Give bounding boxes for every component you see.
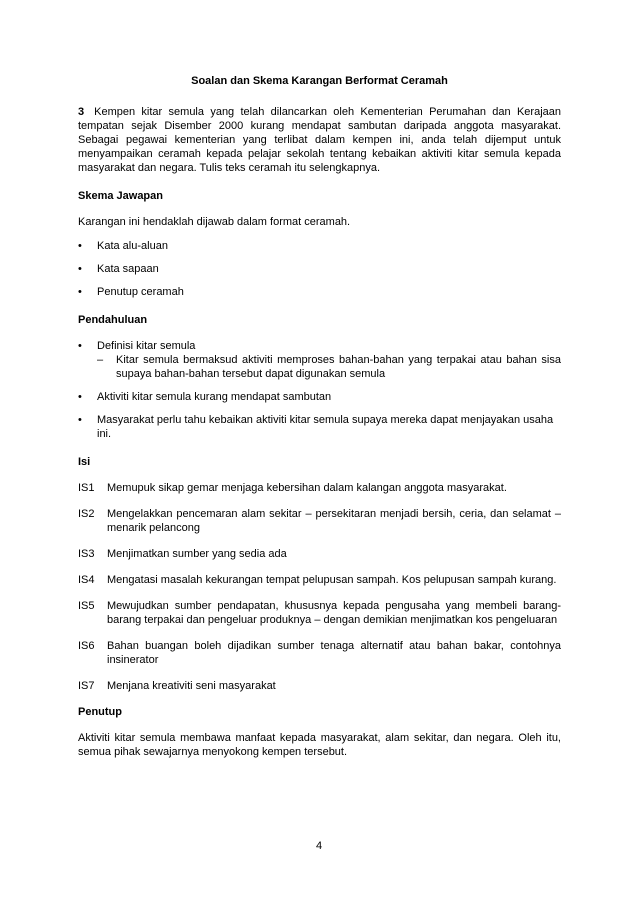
isi-code: IS6 <box>78 640 95 652</box>
document-title: Soalan dan Skema Karangan Berformat Ceramah <box>191 75 448 87</box>
document-page <box>78 74 561 759</box>
bullet-text: Definisi kitar semula <box>97 340 196 352</box>
bullet-icon: • <box>78 286 82 298</box>
question-paragraph <box>78 105 561 175</box>
pendahuluan-subitem <box>97 353 561 381</box>
bullet-text: Kata sapaan <box>97 263 159 275</box>
skema-intro: Karangan ini hendaklah dijawab dalam format ceramah. <box>78 216 351 228</box>
isi-text: Mewujudkan sumber pendapatan, khususnya kepada pengusaha yang membeli barang-barang terpakai dan pengeluar produknya – dengan demikian menjimatkan kos pengeluaran <box>107 600 561 626</box>
bullet-icon: • <box>78 263 82 275</box>
bullet-text: Penutup ceramah <box>97 286 184 298</box>
question-number: 3 <box>78 106 85 118</box>
penutup-heading: Penutup <box>78 706 122 718</box>
pendahuluan-bullet <box>78 339 561 381</box>
isi-item <box>78 573 561 587</box>
bullet-icon: • <box>78 340 82 352</box>
bullet-icon: • <box>78 240 82 252</box>
bullet-text: Kata alu-aluan <box>97 240 168 252</box>
isi-text: Mengatasi masalah kekurangan tempat pelupusan sampah. Kos pelupusan sampah kurang. <box>107 574 557 586</box>
isi-code: IS1 <box>78 482 95 494</box>
isi-code: IS5 <box>78 600 95 612</box>
isi-text: Mengelakkan pencemaran alam sekitar – persekitaran menjadi bersih, ceria, dan selamat – menarik pelancong <box>107 508 561 534</box>
bullet-icon: • <box>78 391 82 403</box>
isi-text: Bahan buangan boleh dijadikan sumber tenaga alternatif atau bahan bakar, contohnya insinerator <box>107 640 561 666</box>
pendahuluan-bullet <box>78 390 561 404</box>
bullet-text: Aktiviti kitar semula kurang mendapat sambutan <box>97 391 332 403</box>
subitem-text: Kitar semula bermaksud aktiviti memproses bahan-bahan yang terpakai atau bahan sisa supaya bahan-bahan tersebut dapat digunakan semula <box>116 354 561 380</box>
pendahuluan-bullet <box>78 413 561 441</box>
isi-code: IS4 <box>78 574 95 586</box>
isi-item <box>78 679 561 693</box>
isi-item <box>78 481 561 495</box>
isi-item <box>78 599 561 627</box>
isi-item <box>78 547 561 561</box>
isi-heading: Isi <box>78 456 91 468</box>
isi-text: Menjana kreativiti seni masyarakat <box>107 680 276 692</box>
question-text: Kempen kitar semula yang telah dilancarkan oleh Kementerian Perumahan dan Kerajaan tempatan sejak Disember 2000 kurang mendapat sambutan daripada anggota masyarakat. Sebagai pegawai kementerian yang terlibat dalam kempen ini, anda telah dijemput untuk menyampaikan ceramah kepada pelajar sekolah tentang kebaikan aktiviti kitar semula kepada masyarakat dan negara. Tulis teks ceramah itu selengkapnya. <box>78 106 561 174</box>
isi-item <box>78 507 561 535</box>
dash-icon: – <box>97 354 104 366</box>
pendahuluan-heading: Pendahuluan <box>78 314 148 326</box>
bullet-text: Masyarakat perlu tahu kebaikan aktiviti kitar semula supaya mereka dapat menjayakan usaha ini. <box>97 414 554 440</box>
isi-item <box>78 639 561 667</box>
penutup-paragraph: Aktiviti kitar semula membawa manfaat kepada masyarakat, alam sekitar, dan negara. Oleh itu, semua pihak sewajarnya menyokong kempen tersebut. <box>78 732 561 758</box>
isi-text: Menjimatkan sumber yang sedia ada <box>107 548 287 560</box>
isi-text: Memupuk sikap gemar menjaga kebersihan dalam kalangan anggota masyarakat. <box>107 482 507 494</box>
skema-heading: Skema Jawapan <box>78 190 163 202</box>
skema-bullet <box>78 239 561 253</box>
bullet-icon: • <box>78 414 82 426</box>
skema-bullet <box>78 285 561 299</box>
isi-code: IS3 <box>78 548 95 560</box>
page-number: 4 <box>315 840 323 852</box>
skema-bullet <box>78 262 561 276</box>
isi-code: IS2 <box>78 508 95 520</box>
isi-code: IS7 <box>78 680 95 692</box>
